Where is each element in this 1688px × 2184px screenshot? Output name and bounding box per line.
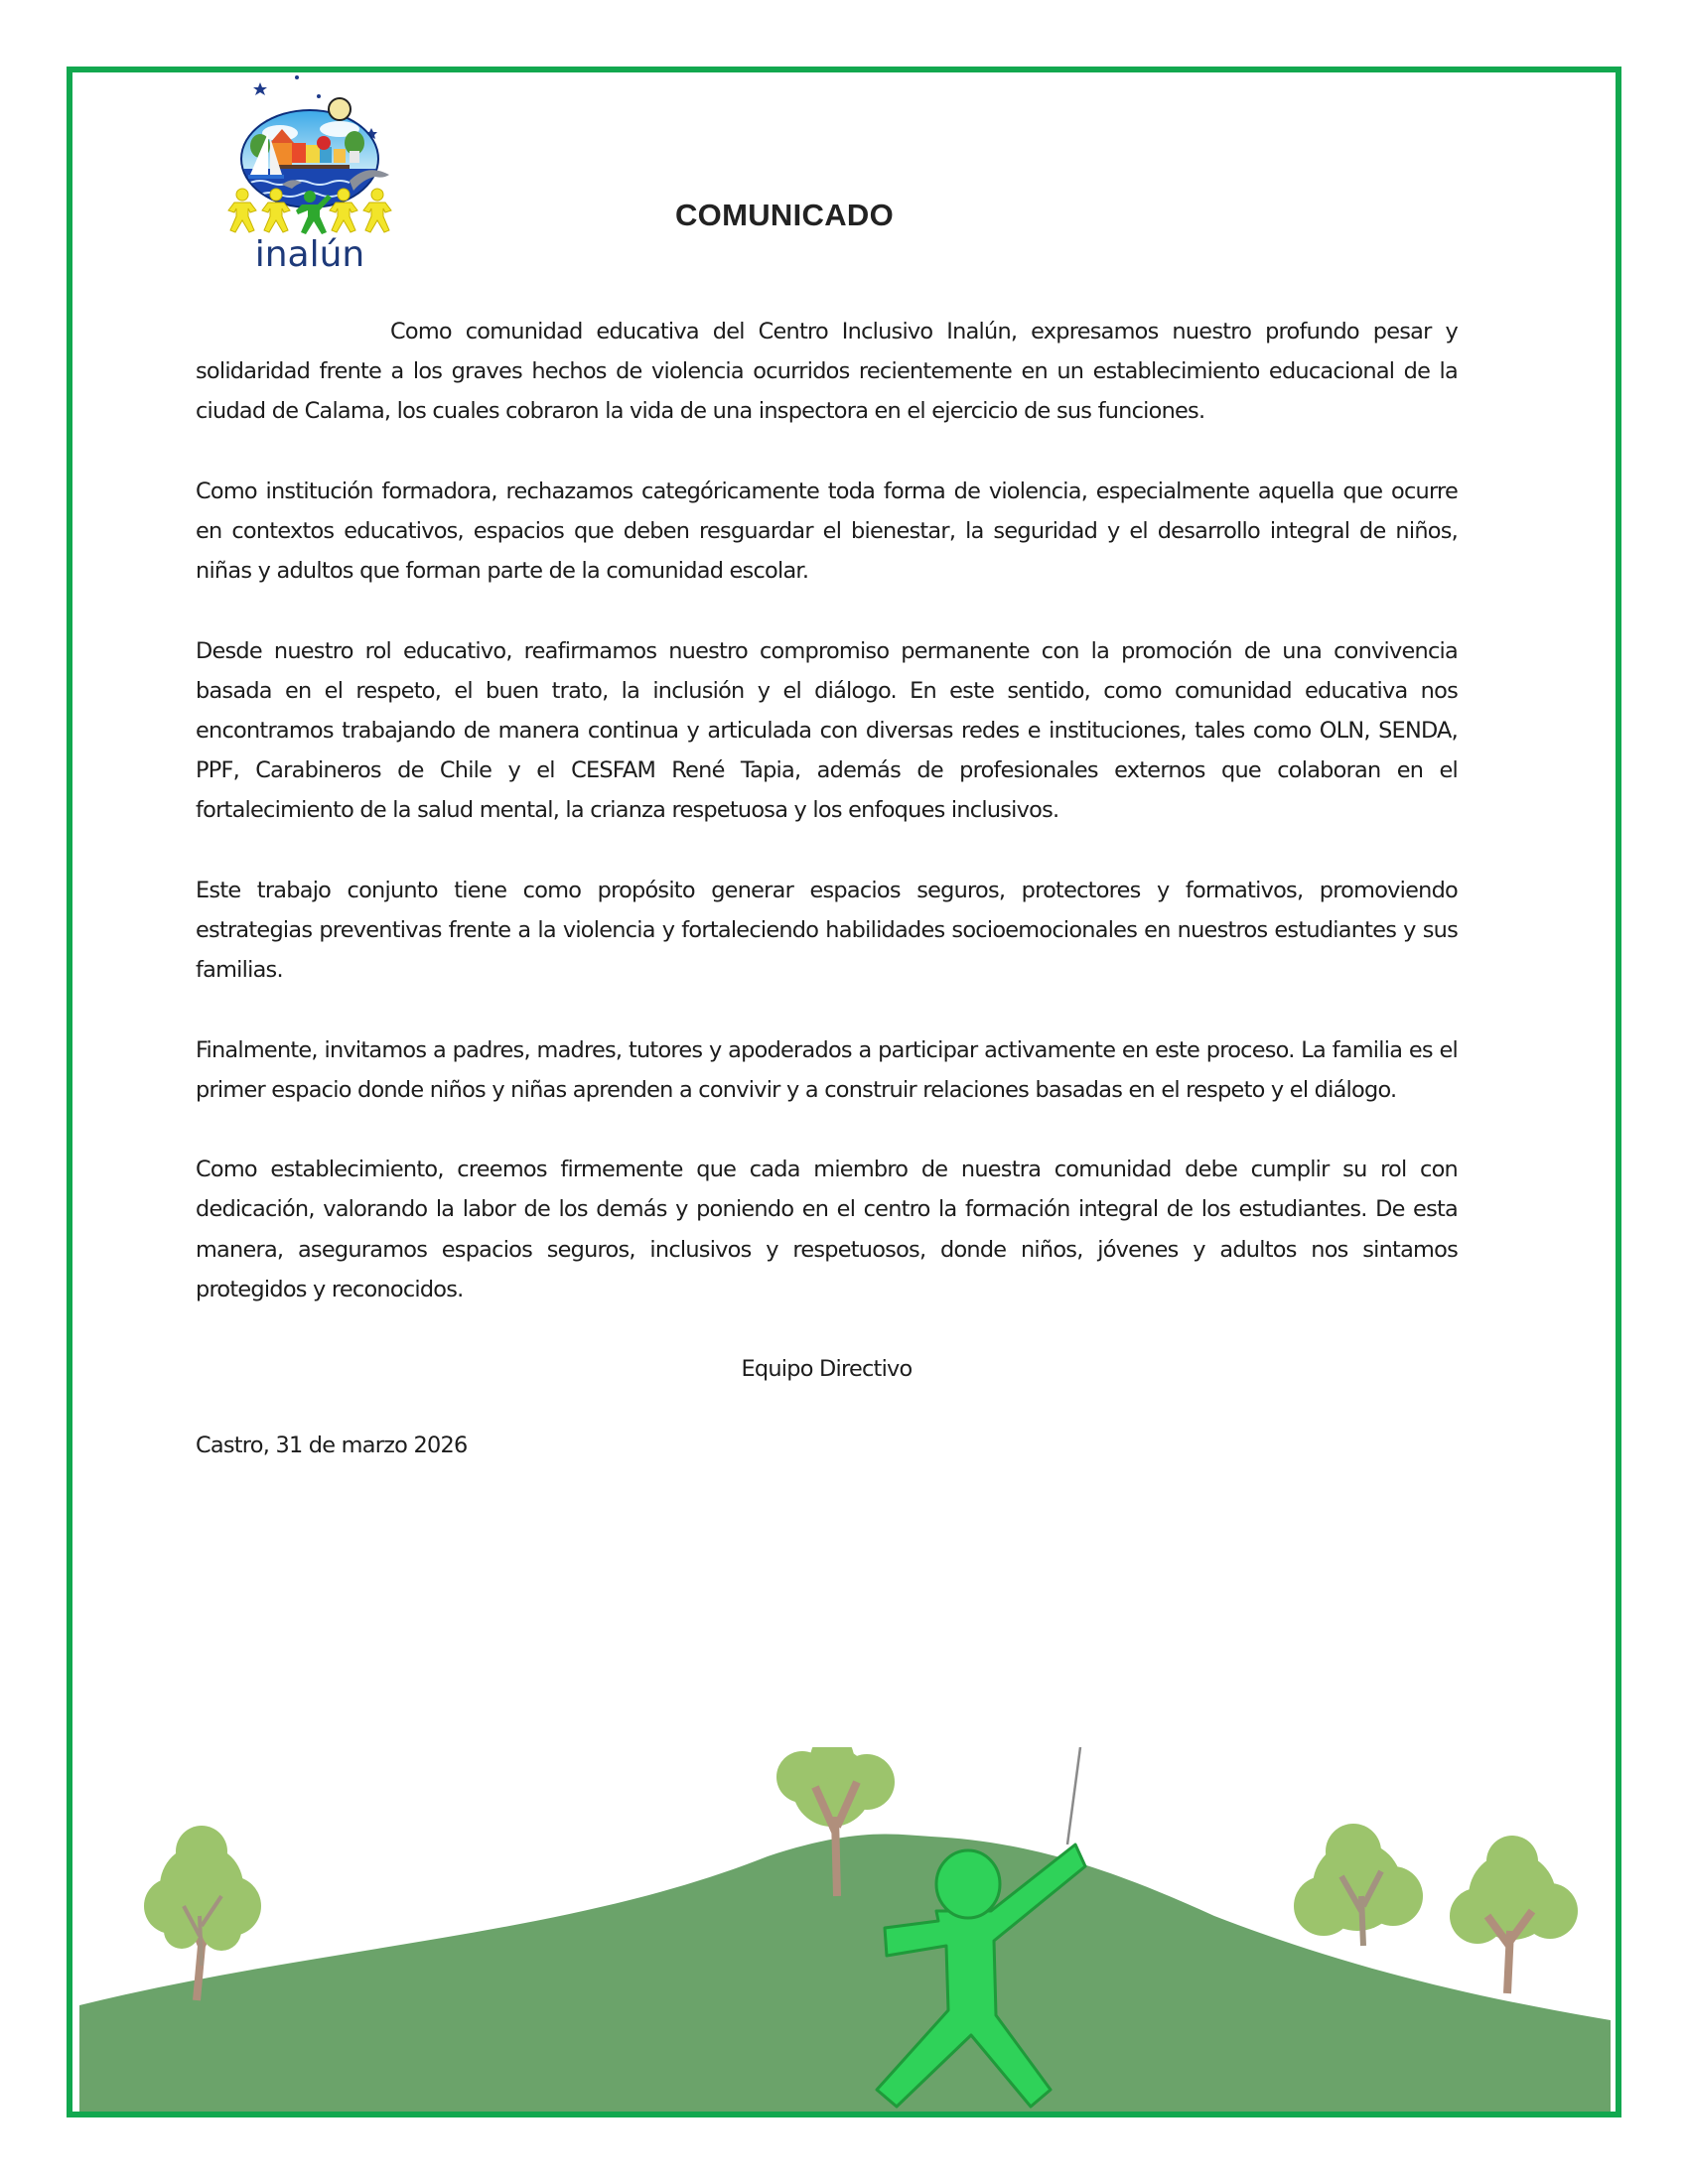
children-chain-icon bbox=[228, 189, 391, 234]
paragraph-2: Como institución formadora, rechazamos categóricamente toda forma de violencia, especialmente aquella que ocurre en contextos educativos, espacios que deben resguardar el bienestar, la seguridad y el desarrollo integral de niños, niñas y adultos que forman parte de la comunidad escolar. bbox=[196, 478, 1458, 585]
document-body bbox=[196, 312, 1458, 1466]
paragraph-3: Desde nuestro rol educativo, reafirmamos nuestro compromiso permanente con la promoción de una convivencia basada en el respeto, el buen trato, la inclusión y el diálogo. En este sentido, como comunidad educativa nos encontramos trabajando de manera continua y articulada con diversas redes e instituciones, tales como OLN, SENDA, PPF, Carabineros de Chile y el CESFAM René Tapia, además de profesionales externos que colaboran en el fortalecimiento de la salud mental, la crianza respetuosa y los enfoques inclusivos. bbox=[196, 637, 1458, 824]
inalun-logo bbox=[220, 71, 419, 280]
hill-illustration bbox=[72, 1747, 1616, 2112]
place-date: Castro, 31 de marzo 2026 bbox=[196, 1433, 468, 1459]
signature: Equipo Directivo bbox=[741, 1356, 913, 1383]
tree-right-2-icon bbox=[1450, 1836, 1578, 1993]
paragraph-5: Finalmente, invitamos a padres, madres, tutores y apoderados a participar activamente en este proceso. La familia es el primer espacio donde niños y niñas aprenden a convivir y a construir relaciones basadas en el respeto y el diálogo. bbox=[196, 1036, 1458, 1103]
tree-right-1-icon bbox=[1294, 1824, 1423, 1946]
page-title: COMUNICADO bbox=[675, 198, 894, 232]
paragraph-6: Como establecimiento, creemos firmemente que cada miembro de nuestra comunidad debe cumplir su rol con dedicación, valorando la labor de los demás y poniendo en el centro la formación integral de los estudiantes. De esta manera, aseguramos espacios seguros, inclusivos y respetuosos, donde niños, jóvenes y adultos nos sintamos protegidos y reconocidos. bbox=[196, 1157, 1458, 1302]
paragraph-4: Este trabajo conjunto tiene como propósito generar espacios seguros, protectores y formativos, promoviendo estrategias preventivas frente a la violencia y fortaleciendo habilidades socioemocionales en nuestros estudiantes y sus familias. bbox=[196, 877, 1458, 984]
paragraph-1: Como comunidad educativa del Centro Inclusivo Inalún, expresamos nuestro profundo pesar y solidaridad frente a los graves hechos de violencia ocurridos recientemente en un establecimiento educacional de la ciudad de Calama, los cuales cobraron la vida de una inspectora en el ejercicio de sus funciones. bbox=[196, 319, 1458, 425]
logo-text: inalún bbox=[254, 234, 365, 275]
kite-string bbox=[1067, 1747, 1080, 1844]
